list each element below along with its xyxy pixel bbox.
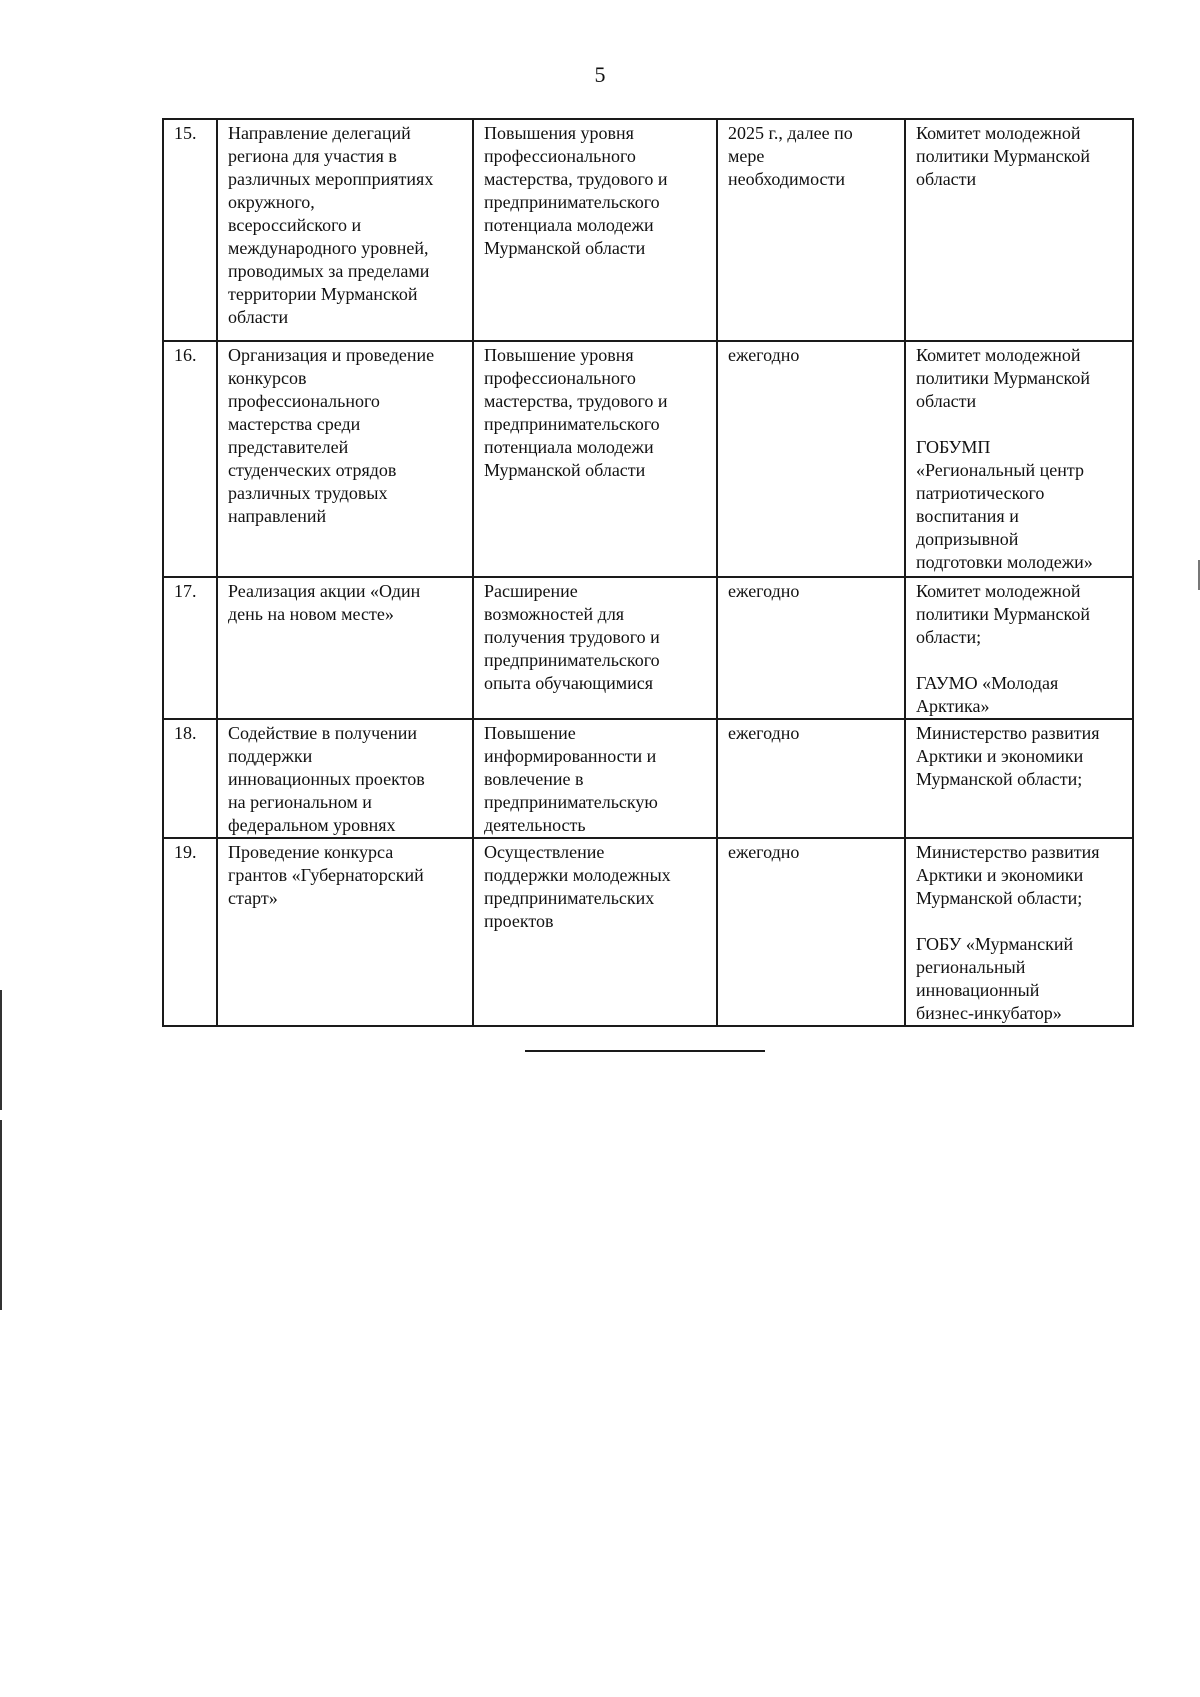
event-cell-line: различных трудовых [228,483,388,503]
table-row [163,577,1133,719]
term-cell [717,341,905,577]
goal-cell-line: потенциала молодежи [484,215,654,235]
event-cell-line: мастерства среди [228,414,361,434]
executor-cell-line: Мурманской области; [916,888,1083,908]
event-cell-line: Содействие в получении [228,723,418,743]
goal-cell [473,341,717,577]
executor-cell [905,719,1133,838]
end-divider-line [525,1050,765,1052]
executor-cell-line: Комитет молодежной [916,345,1081,365]
table-body [163,119,1133,1026]
event-cell-line: Направление делегаций [228,123,411,143]
term-cell-line: 2025 г., далее по [728,123,853,143]
goal-cell-line: Повышения уровня [484,123,634,143]
term-cell [717,119,905,341]
term-cell-line: мере [728,146,765,166]
goal-cell-line: проектов [484,911,554,931]
goal-cell-line: предпринимательского [484,650,660,670]
term-cell-line: ежегодно [728,842,800,862]
goal-cell-line: вовлечение в [484,769,584,789]
goal-cell-line: предпринимательского [484,414,660,434]
executor-cell-line: Министерство развития [916,842,1100,862]
executor-cell-line [916,649,1130,672]
goal-cell-line: Мурманской области [484,460,646,480]
event-cell-line: поддержки [228,746,313,766]
event-cell-line: федеральном уровнях [228,815,396,835]
goal-cell [473,838,717,1026]
event-cell-line: окружного, [228,192,315,212]
event-cell [217,119,473,341]
executor-cell-line: «Региональный центр [916,460,1084,480]
executor-cell-line: политики Мурманской [916,146,1091,166]
event-cell-line: грантов «Губернаторский [228,865,424,885]
event-cell-line: региона для участия в [228,146,397,166]
goal-cell-line: возможностей для [484,604,625,624]
event-cell-line: различных меропприятиях [228,169,434,189]
term-cell-line: ежегодно [728,723,800,743]
executor-cell-line: ГОБУ «Мурманский [916,934,1074,954]
executor-cell-line: подготовки молодежи» [916,552,1093,572]
goal-cell-line: мастерства, трудового и [484,391,668,411]
goal-cell [473,719,717,838]
event-cell-line: проводимых за пределами [228,261,430,281]
event-cell-line: студенческих отрядов [228,460,397,480]
row-number: 19. [163,838,217,1026]
term-cell-line: необходимости [728,169,846,189]
executor-cell-line: региональный [916,957,1026,977]
executor-cell-line: области [916,391,977,411]
table-row [163,119,1133,341]
goal-cell-line: получения трудового и [484,627,660,647]
executor-cell-line: Комитет молодежной [916,123,1081,143]
goal-cell-line: поддержки молодежных [484,865,671,885]
event-cell-line: направлений [228,506,327,526]
goal-cell-line: предпринимательскую [484,792,658,812]
event-cell [217,341,473,577]
executor-cell [905,838,1133,1026]
executor-cell-line: патриотического [916,483,1045,503]
goal-cell-line: деятельность [484,815,586,835]
table-row [163,341,1133,577]
event-cell-line: профессионального [228,391,380,411]
executor-cell-line: политики Мурманской [916,604,1091,624]
event-cell-line: Реализация акции «Один [228,581,421,601]
event-cell [217,838,473,1026]
goal-cell-line: Повышение [484,723,576,743]
term-cell-line: ежегодно [728,581,800,601]
scan-edge-left-lower [0,1120,2,1310]
goal-cell-line: Осуществление [484,842,605,862]
goal-cell-line: опыта обучающимися [484,673,654,693]
goal-cell-line: профессионального [484,368,636,388]
executor-cell-line: Мурманской области; [916,769,1083,789]
goal-cell-line: информированности и [484,746,657,766]
executor-cell [905,577,1133,719]
row-number: 17. [163,577,217,719]
event-cell-line: всероссийского и [228,215,362,235]
goal-cell [473,577,717,719]
event-cell-line: области [228,307,289,327]
executor-cell-line: области; [916,627,982,647]
goal-cell-line: предпринимательского [484,192,660,212]
executor-cell-line [916,910,1130,933]
plan-table [162,118,1134,1027]
goal-cell-line: потенциала молодежи [484,437,654,457]
term-cell-line: ежегодно [728,345,800,365]
executor-cell-line: области [916,169,977,189]
executor-cell [905,119,1133,341]
goal-cell-line: профессионального [484,146,636,166]
executor-cell-line: ГАУМО «Молодая [916,673,1059,693]
goal-cell-line: мастерства, трудового и [484,169,668,189]
event-cell-line: международного уровней, [228,238,429,258]
executor-cell-line: ГОБУМП [916,437,991,457]
goal-cell-line: Повышение уровня [484,345,634,365]
row-number: 16. [163,341,217,577]
page-number: 5 [594,62,606,87]
event-cell-line: день на новом месте» [228,604,394,624]
event-cell [217,577,473,719]
goal-cell-line: Мурманской области [484,238,646,258]
event-cell-line: на региональном и [228,792,372,812]
row-number: 15. [163,119,217,341]
scan-edge-left [0,990,2,1110]
table-row [163,838,1133,1026]
term-cell [717,719,905,838]
event-cell-line: старт» [228,888,278,908]
event-cell-line: Проведение конкурса [228,842,394,862]
goal-cell [473,119,717,341]
executor-cell-line: Арктики и экономики [916,746,1084,766]
event-cell-line: представителей [228,437,349,457]
goal-cell-line: предпринимательских [484,888,655,908]
term-cell [717,577,905,719]
executor-cell [905,341,1133,577]
event-cell-line: Организация и проведение [228,345,435,365]
executor-cell-line: Комитет молодежной [916,581,1081,601]
event-cell-line: инновационных проектов [228,769,425,789]
term-cell [717,838,905,1026]
executor-cell-line: бизнес-инкубатор» [916,1003,1062,1023]
executor-cell-line: Министерство развития [916,723,1100,743]
event-cell [217,719,473,838]
executor-cell-line: Арктики и экономики [916,865,1084,885]
table-row [163,719,1133,838]
event-cell-line: территории Мурманской [228,284,418,304]
row-number: 18. [163,719,217,838]
executor-cell-line: политики Мурманской [916,368,1091,388]
executor-cell-line: допризывной [916,529,1019,549]
executor-cell-line: инновационный [916,980,1040,1000]
event-cell-line: конкурсов [228,368,307,388]
executor-cell-line [916,413,1130,436]
executor-cell-line: Арктика» [916,696,990,716]
goal-cell-line: Расширение [484,581,578,601]
executor-cell-line: воспитания и [916,506,1019,526]
